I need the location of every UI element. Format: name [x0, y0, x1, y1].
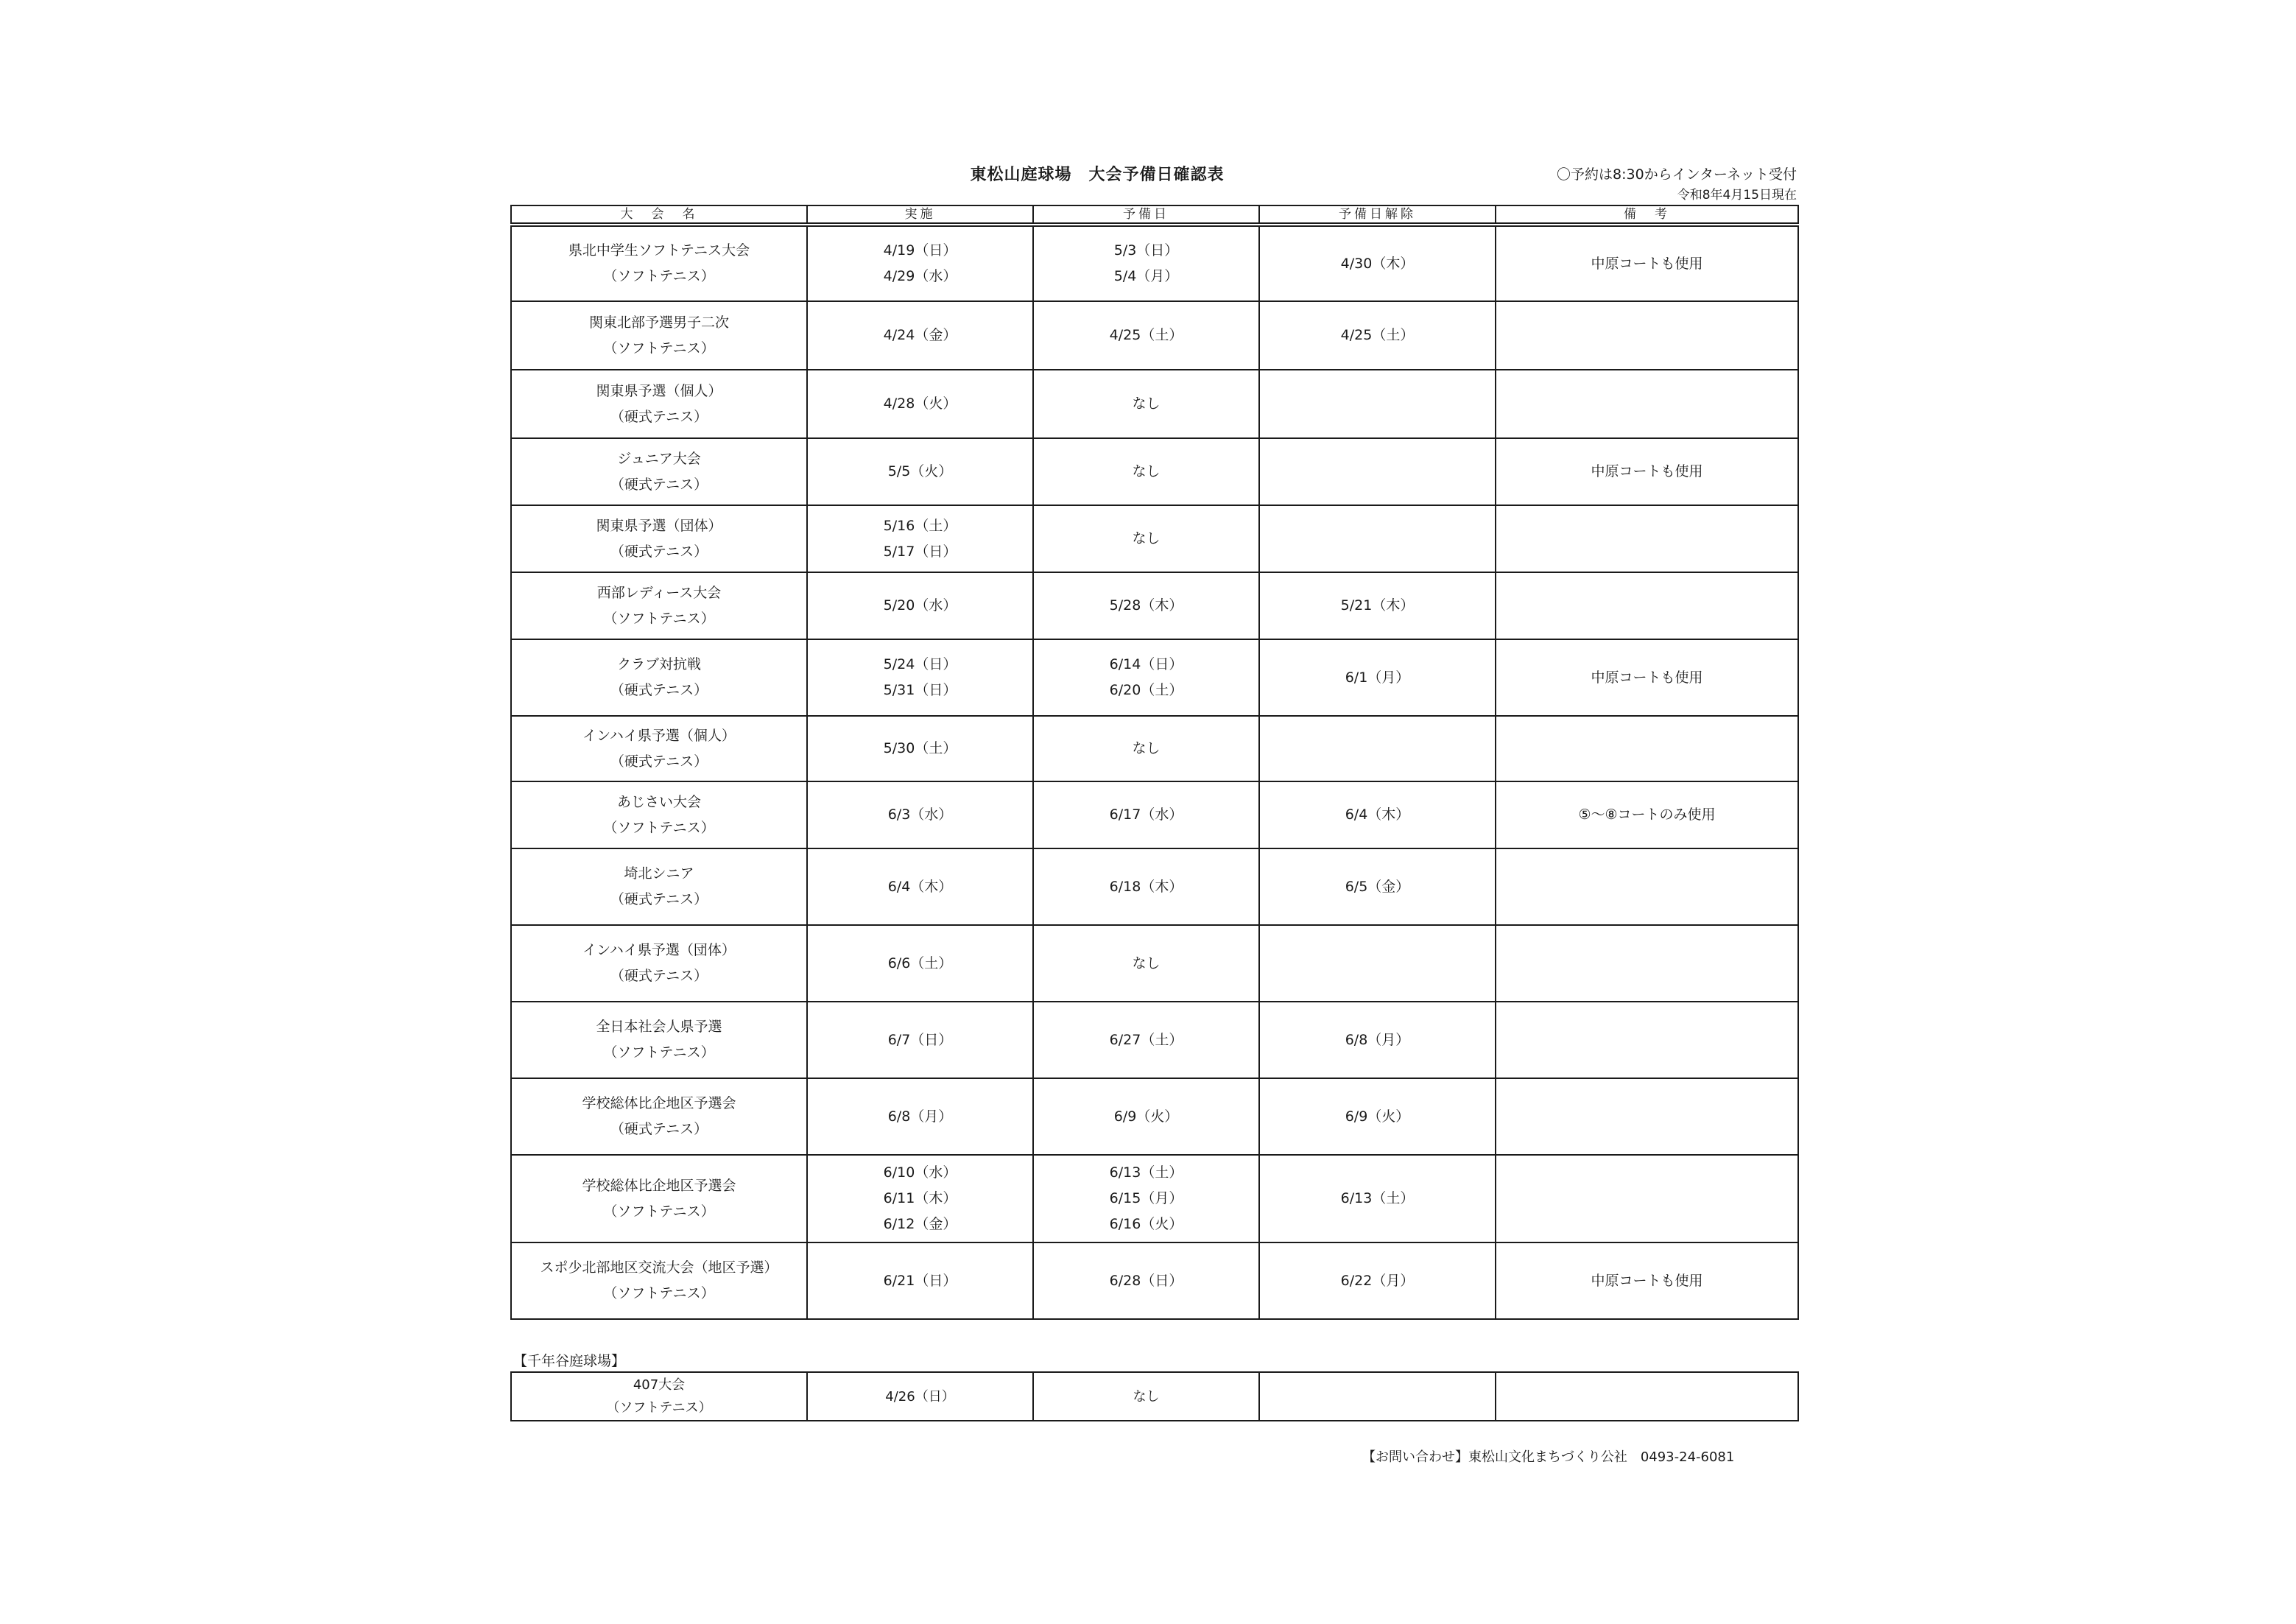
reserve-date-cell [1033, 639, 1259, 716]
release-date-cell [1259, 438, 1496, 505]
table-row [511, 1155, 1798, 1242]
event-date: 6/3（水） [887, 806, 953, 823]
event-date-cell [807, 1155, 1033, 1242]
event-name: 学校総体比企地区予選会 [582, 1095, 736, 1111]
event-name: 関東県予選（団体） [596, 517, 722, 534]
event-type: （ソフトテニス） [603, 1203, 715, 1220]
event-name: あじさい大会 [616, 793, 701, 810]
remarks-cell [1496, 505, 1798, 572]
reserve-date: 6/28（日） [1109, 1272, 1183, 1289]
reserve-date: なし [1133, 1388, 1160, 1405]
event-name-cell [511, 1372, 807, 1421]
event-name: 県北中学生ソフトテニス大会 [568, 242, 750, 259]
reserve-date-cell [1033, 1155, 1259, 1242]
release-date-cell: 5/21（木） [1259, 572, 1496, 639]
reserve-date: 4/25（土） [1109, 327, 1183, 343]
reserve-date-cell [1033, 1242, 1259, 1319]
event-date: 6/7（日） [887, 1031, 953, 1048]
column-header: 大 会 名 [511, 205, 807, 225]
event-date: 6/21（日） [883, 1272, 957, 1289]
release-date-cell: 6/4（木） [1259, 781, 1496, 848]
reserve-date: なし [1132, 955, 1161, 971]
table-row [511, 301, 1798, 370]
release-date-cell [1259, 370, 1496, 438]
contact-info: 【お問い合わせ】東松山文化まちづくり公社 0493-24-6081 [1362, 1449, 1735, 1465]
event-date-cell [807, 225, 1033, 301]
sub-schedule-table [510, 1371, 1799, 1421]
event-type: （ソフトテニス） [603, 610, 715, 627]
event-name-cell [511, 225, 807, 301]
release-date-cell: 6/8（月） [1259, 1002, 1496, 1078]
table-row [511, 1372, 1798, 1421]
event-name: 407大会 [633, 1377, 686, 1393]
event-date: 6/12（金） [883, 1216, 957, 1232]
event-name: 全日本社会人県予選 [596, 1019, 722, 1035]
reserve-date-cell [1033, 572, 1259, 639]
reserve-date: 5/4（月） [1113, 268, 1179, 284]
event-name: ジュニア大会 [617, 450, 701, 467]
reserve-date: 6/15（月） [1109, 1190, 1183, 1206]
event-type: （硬式テニス） [610, 891, 708, 907]
release-date-cell: 6/1（月） [1259, 639, 1496, 716]
reserve-date-cell [1033, 1372, 1259, 1421]
table-row [511, 781, 1798, 848]
remarks-cell [1496, 716, 1798, 781]
table-row [511, 370, 1798, 438]
event-name-cell [511, 1002, 807, 1078]
event-date: 4/28（火） [883, 396, 957, 412]
release-date-cell: 6/5（金） [1259, 848, 1496, 925]
event-name-cell [511, 848, 807, 925]
event-date: 6/4（木） [887, 878, 953, 895]
remarks-cell [1496, 848, 1798, 925]
event-type: （硬式テニス） [610, 968, 708, 984]
event-date-cell [807, 639, 1033, 716]
reserve-date: なし [1132, 463, 1161, 479]
event-date-cell [807, 572, 1033, 639]
event-date-cell [807, 1078, 1033, 1155]
event-date: 5/16（土） [883, 517, 957, 534]
remarks-cell [1496, 1372, 1798, 1421]
reserve-date-cell [1033, 1002, 1259, 1078]
table-row [511, 848, 1798, 925]
table-row [511, 1242, 1798, 1319]
event-name-cell [511, 781, 807, 848]
remarks-cell [1496, 1002, 1798, 1078]
event-date: 4/19（日） [883, 242, 957, 259]
release-date-cell [1259, 505, 1496, 572]
reserve-date-cell [1033, 1078, 1259, 1155]
event-name: クラブ対抗戦 [616, 656, 701, 672]
reserve-date: 6/18（木） [1109, 878, 1183, 895]
event-name-cell [511, 925, 807, 1002]
release-date-cell: 4/25（土） [1259, 301, 1496, 370]
release-date-cell [1259, 1372, 1496, 1421]
column-header: 予備日 [1033, 205, 1259, 225]
event-date: 5/31（日） [883, 682, 957, 698]
page-title: 東松山庭球場 大会予備日確認表 [970, 166, 1225, 184]
reserve-date: 6/14（日） [1109, 656, 1183, 672]
release-date-cell: 6/13（土） [1259, 1155, 1496, 1242]
as-of-date: 令和8年4月15日現在 [1677, 188, 1797, 203]
event-date-cell [807, 716, 1033, 781]
column-header: 実施 [807, 205, 1033, 225]
reserve-date: 6/16（火） [1109, 1216, 1183, 1232]
event-date: 4/26（日） [885, 1388, 955, 1405]
column-header: 備 考 [1496, 205, 1798, 225]
column-header: 予備日解除 [1259, 205, 1496, 225]
event-type: （ソフトテニス） [603, 340, 715, 356]
event-type: （硬式テニス） [610, 408, 708, 425]
table-row [511, 639, 1798, 716]
remarks-cell [1496, 301, 1798, 370]
event-type: （ソフトテニス） [606, 1400, 712, 1416]
event-date: 5/24（日） [883, 656, 957, 672]
table-row [511, 716, 1798, 781]
event-date-cell [807, 505, 1033, 572]
reserve-date: 6/9（火） [1113, 1108, 1179, 1125]
table-row [511, 438, 1798, 505]
remarks-cell: 中原コートも使用 [1496, 438, 1798, 505]
remarks-cell [1496, 572, 1798, 639]
event-date: 5/30（土） [883, 740, 957, 756]
event-name: 西部レディース大会 [596, 584, 722, 601]
table-row [511, 505, 1798, 572]
event-name: インハイ県予選（個人） [582, 727, 736, 744]
remarks-cell [1496, 1078, 1798, 1155]
event-name-cell [511, 716, 807, 781]
event-date-cell [807, 1372, 1033, 1421]
reserve-date: なし [1132, 530, 1161, 546]
reserve-date: なし [1132, 396, 1161, 412]
event-date: 5/17（日） [883, 543, 957, 560]
reserve-date: 5/28（木） [1109, 597, 1183, 614]
event-date: 5/20（水） [883, 597, 957, 614]
table-row [511, 1002, 1798, 1078]
reserve-date: 6/20（土） [1109, 682, 1183, 698]
reserve-date: 5/3（日） [1113, 242, 1179, 259]
event-type: （硬式テニス） [610, 682, 708, 698]
event-name-cell [511, 1078, 807, 1155]
event-date-cell [807, 781, 1033, 848]
reserve-date: 6/13（土） [1109, 1164, 1183, 1181]
remarks-cell [1496, 925, 1798, 1002]
event-name-cell [511, 370, 807, 438]
reserve-date: なし [1132, 740, 1161, 756]
event-name-cell [511, 1155, 807, 1242]
remarks-cell [1496, 1155, 1798, 1242]
event-date: 6/10（水） [883, 1164, 957, 1181]
table-row [511, 925, 1798, 1002]
release-date-cell [1259, 716, 1496, 781]
release-date-cell: 6/22（月） [1259, 1242, 1496, 1319]
event-type: （硬式テニス） [610, 543, 708, 560]
reserve-date-cell [1033, 781, 1259, 848]
event-type: （硬式テニス） [610, 753, 708, 770]
event-date-cell [807, 848, 1033, 925]
event-name: 埼北シニア [624, 865, 694, 882]
event-date: 4/29（水） [883, 268, 957, 284]
table-row [511, 1078, 1798, 1155]
reserve-date-cell [1033, 716, 1259, 781]
event-date-cell [807, 438, 1033, 505]
remarks-cell: ⑤～⑧コートのみ使用 [1496, 781, 1798, 848]
event-name-cell [511, 438, 807, 505]
event-date-cell [807, 301, 1033, 370]
event-name-cell [511, 572, 807, 639]
remarks-cell: 中原コートも使用 [1496, 225, 1798, 301]
event-type: （ソフトテニス） [603, 1285, 715, 1301]
event-type: （ソフトテニス） [603, 1044, 715, 1061]
reserve-date: 6/17（水） [1109, 806, 1183, 823]
reserve-date-cell [1033, 438, 1259, 505]
event-type: （ソフトテニス） [603, 268, 715, 284]
reserve-date-cell [1033, 301, 1259, 370]
event-name-cell [511, 505, 807, 572]
event-date: 6/11（木） [883, 1190, 957, 1206]
table-header-row [511, 205, 1798, 225]
event-name: 学校総体比企地区予選会 [582, 1177, 736, 1194]
reserve-date-cell [1033, 848, 1259, 925]
event-name-cell [511, 301, 807, 370]
release-date-cell [1259, 925, 1496, 1002]
reserve-date-cell [1033, 225, 1259, 301]
reservation-note: 〇予約は8:30からインターネット受付 [1557, 166, 1797, 183]
event-date-cell [807, 370, 1033, 438]
event-date: 6/6（土） [887, 955, 953, 971]
event-date-cell [807, 1242, 1033, 1319]
sub-section-label: 【千年谷庭球場】 [513, 1353, 626, 1369]
release-date-cell: 6/9（火） [1259, 1078, 1496, 1155]
event-name: 関東県予選（個人） [596, 382, 722, 399]
event-type: （ソフトテニス） [603, 819, 715, 836]
reserve-date: 6/27（土） [1109, 1031, 1183, 1048]
schedule-table [510, 205, 1799, 1320]
reserve-date-cell [1033, 505, 1259, 572]
release-date-cell: 4/30（木） [1259, 225, 1496, 301]
table-row [511, 572, 1798, 639]
event-name: 関東北部予選男子二次 [588, 314, 729, 331]
event-date: 6/8（月） [887, 1108, 953, 1125]
event-date: 4/24（金） [883, 327, 957, 343]
event-date: 5/5（火） [887, 463, 953, 479]
event-name: スポ少北部地区交流大会（地区予選） [540, 1259, 778, 1276]
event-name-cell [511, 639, 807, 716]
remarks-cell: 中原コートも使用 [1496, 1242, 1798, 1319]
event-name-cell [511, 1242, 807, 1319]
event-type: （硬式テニス） [610, 476, 708, 493]
table-row [511, 225, 1798, 301]
reserve-date-cell [1033, 925, 1259, 1002]
reserve-date-cell [1033, 370, 1259, 438]
event-date-cell [807, 1002, 1033, 1078]
event-type: （硬式テニス） [610, 1121, 708, 1137]
event-date-cell [807, 925, 1033, 1002]
remarks-cell [1496, 370, 1798, 438]
event-name: インハイ県予選（団体） [582, 942, 736, 958]
remarks-cell: 中原コートも使用 [1496, 639, 1798, 716]
